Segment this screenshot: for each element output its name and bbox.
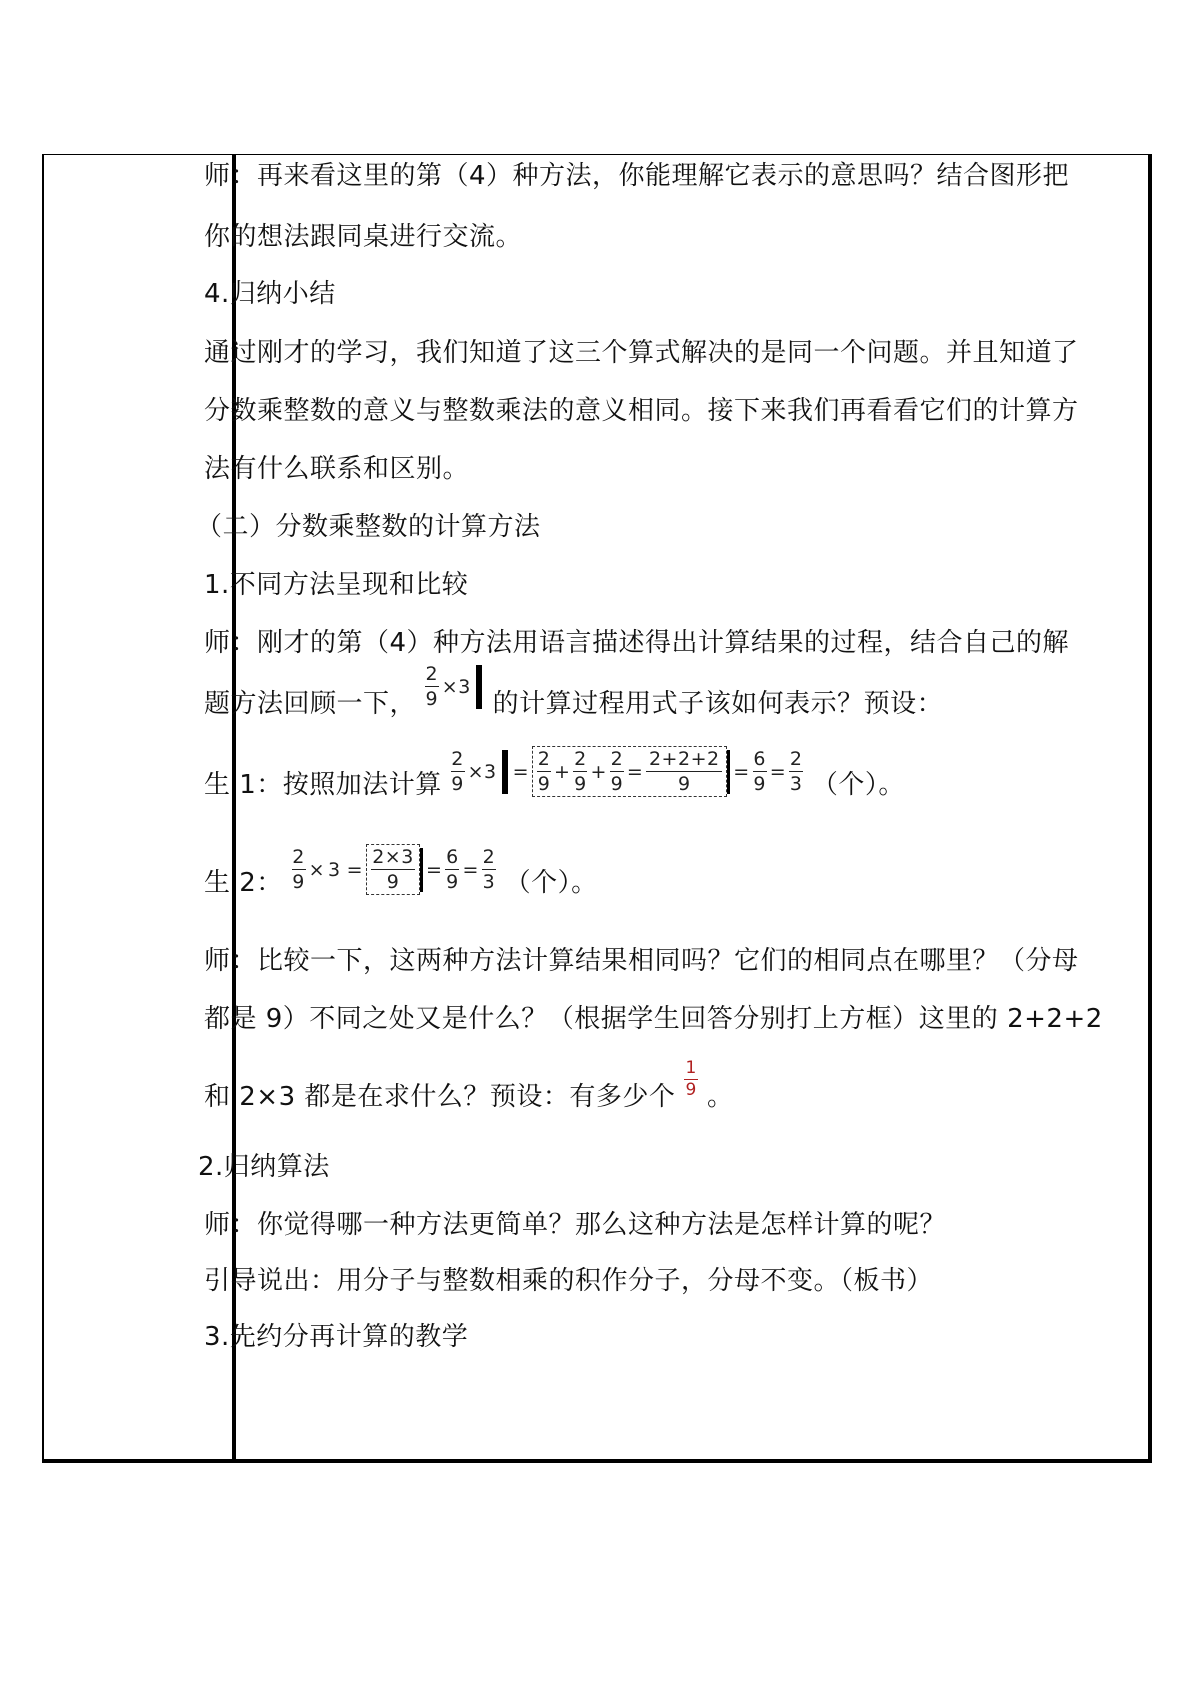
equals: =: [346, 858, 364, 881]
text-line-with-math: [204, 748, 905, 811]
times: ×: [308, 858, 325, 881]
fraction-product: [371, 847, 415, 892]
bracket-bar: [727, 750, 730, 794]
denominator: 9: [574, 773, 587, 795]
equals: =: [733, 760, 750, 783]
numerator: 2: [292, 846, 305, 868]
numerator: 2: [425, 663, 439, 685]
numerator: 2: [574, 748, 587, 770]
fraction: [537, 749, 551, 794]
text-line: 你的想法跟同桌进行交流。: [204, 222, 523, 252]
equals: =: [462, 858, 479, 881]
equals: =: [626, 760, 644, 783]
section-heading: 4.归纳小结: [204, 279, 336, 309]
text-line: 师：再来看这里的第（4）种方法，你能理解它表示的意思吗？结合图形把: [204, 161, 1070, 191]
denominator: 9: [610, 773, 624, 795]
text-segment: 的计算过程用式子该如何表示？预设：: [492, 689, 944, 719]
text-segment: 。: [706, 1082, 734, 1112]
denominator: 9: [386, 871, 400, 893]
denominator: 9: [677, 773, 691, 795]
bracket-bar: [502, 750, 508, 794]
text-line: 引导说出：用分子与整数相乘的积作分子，分母不变。（板书）: [204, 1266, 934, 1296]
numerator: 6: [753, 748, 766, 770]
fraction: [753, 749, 767, 794]
denominator: 9: [292, 871, 305, 893]
fraction: [445, 847, 459, 892]
equals: =: [769, 760, 787, 783]
fraction: [292, 847, 306, 892]
equals: =: [426, 858, 443, 881]
fraction: [451, 749, 465, 794]
equation-multiplication: [292, 846, 505, 893]
section-heading: 3.先约分再计算的教学: [204, 1322, 469, 1352]
times-3: ×3: [467, 760, 497, 783]
text-segment: 题方法回顾一下，: [204, 689, 417, 719]
numerator: 2: [610, 748, 624, 770]
expr-2-9-times-3: [425, 663, 493, 710]
fraction: [482, 847, 496, 892]
text-line: 法有什么联系和区别。: [204, 454, 470, 484]
plus: +: [590, 760, 607, 783]
text-line: 师：刚才的第（4）种方法用语言描述得出计算结果的过程，结合自己的解: [204, 628, 1070, 658]
numerator: 2: [789, 748, 803, 770]
fraction-1-9: [684, 1060, 698, 1099]
text-line: 分数乘整数的意义与整数乘法的意义相同。接下来我们再看看它们的计算方: [204, 396, 1079, 426]
denominator: 3: [789, 773, 803, 795]
text-segment: （个）。: [504, 868, 598, 898]
bracket-bar: [420, 848, 423, 892]
numerator: 2+2+2: [648, 748, 720, 770]
text-line-with-math: [204, 1058, 734, 1117]
equals: =: [512, 760, 530, 783]
numerator: 1: [685, 1058, 697, 1078]
denominator: 9: [537, 773, 551, 795]
fraction-sum: [646, 749, 722, 794]
times-3: ×3: [441, 675, 471, 698]
section-heading: 2.归纳算法: [198, 1152, 330, 1182]
denominator: 9: [425, 688, 439, 710]
three: 3: [328, 858, 341, 881]
text-line: 通过刚才的学习，我们知道了这三个算式解决的是同一个问题。并且知道了: [204, 338, 1079, 368]
bracket-bar: [476, 665, 482, 709]
dashed-box-product: [366, 844, 420, 895]
fraction: [610, 749, 624, 794]
text-line-with-math: [204, 846, 598, 909]
equation-addition: [451, 748, 812, 795]
numerator: 2: [537, 748, 551, 770]
denominator: 9: [685, 1080, 697, 1100]
fraction: [573, 749, 587, 794]
text-segment: （个）。: [811, 770, 905, 800]
text-line: 师：你觉得哪一种方法更简单？那么这种方法是怎样计算的呢？: [204, 1210, 947, 1240]
numerator: 6: [446, 846, 459, 868]
section-heading: （二）分数乘整数的计算方法: [196, 512, 541, 542]
numerator: 2×3: [372, 846, 414, 868]
numerator: 2: [451, 748, 464, 770]
denominator: 9: [451, 773, 464, 795]
fraction: [425, 664, 439, 709]
denominator: 9: [446, 871, 459, 893]
text-line: 师：比较一下，这两种方法计算结果相同吗？它们的相同点在哪里？（分母: [204, 946, 1079, 976]
text-line-with-math: [204, 663, 944, 727]
denominator: 9: [753, 773, 766, 795]
denominator: 3: [482, 871, 496, 893]
text-segment: 生 1：按照加法计算: [204, 770, 442, 800]
text-segment: 生 2：: [204, 868, 283, 898]
section-heading: 1.不同方法呈现和比较: [204, 570, 469, 600]
fraction: [789, 749, 803, 794]
numerator: 2: [482, 846, 496, 868]
text-segment: 和 2×3 都是在求什么？预设：有多少个: [204, 1082, 676, 1112]
dashed-box-sum: [532, 746, 727, 797]
plus: +: [554, 760, 571, 783]
text-line: 都是 9）不同之处又是什么？（根据学生回答分别打上方框）这里的 2+2+2: [204, 1004, 1103, 1034]
